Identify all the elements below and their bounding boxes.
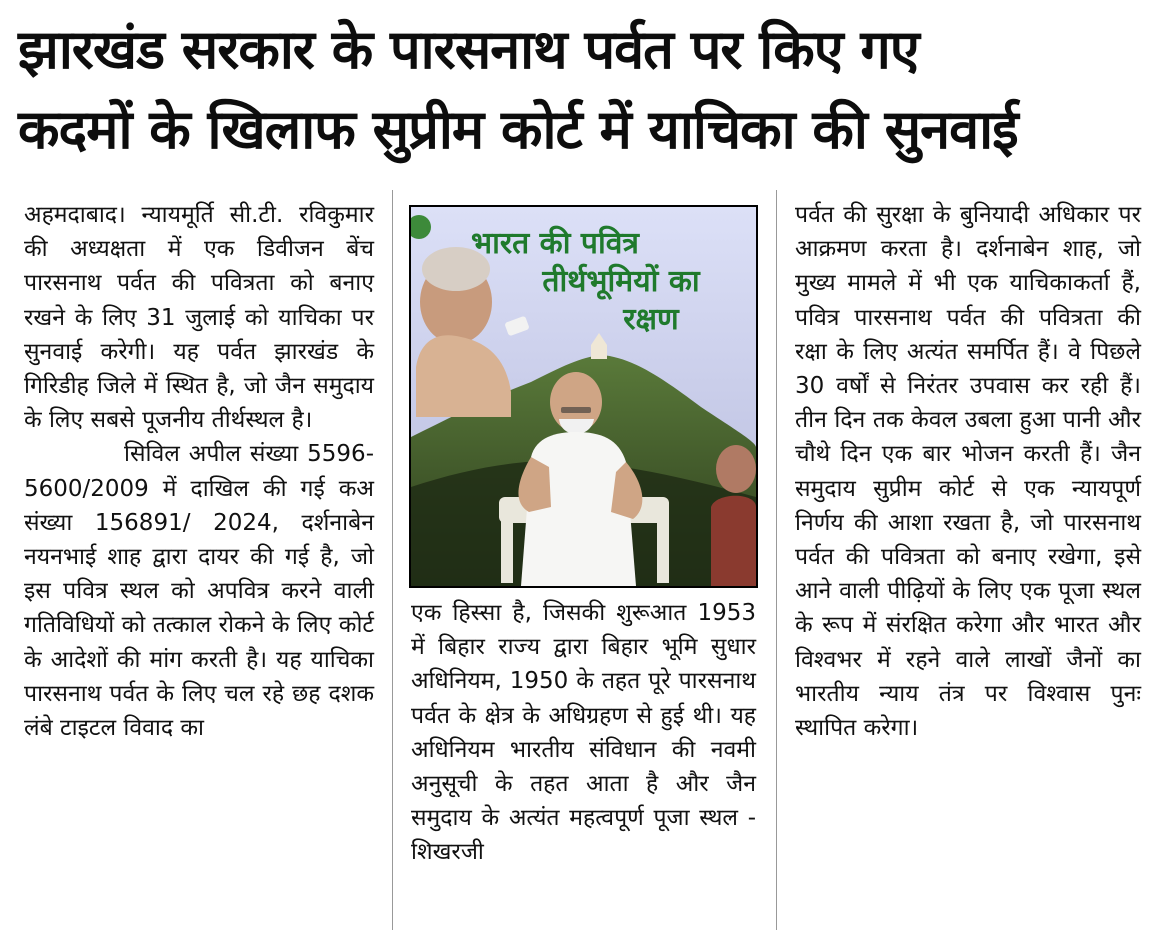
article-paragraph: सिविल अपील संख्या 5596-5600/2009 में दाखिल की गई कअ संख्या 156891/ 2024, दर्शनाबेन नयनभाई शाह द्वारा दायर की गई है, जो इस पवित्र स्थल को अपवित्र करने वाली गतिविधियों को तत्काल रोकने के लिए कोर्ट के आदेशों की मांग करती है। यह याचिका पारसनाथ पर्वत के लिए चल रहे छह दशक लंबे टाइटल विवाद का [24, 441, 374, 742]
banner-line-3: रक्षण [623, 302, 679, 337]
article-paragraph: पर्वत की सुरक्षा के बुनियादी अधिकार पर आक्रमण करता है। दर्शनाबेन शाह, जो मुख्य मामले में भी एक याचिकाकर्ता हैं, पवित्र पारसनाथ पर्वत की पवित्रता की रक्षा के लिए अत्यंत समर्पित हैं। वे पिछले 30 वर्षों से निरंतर उपवास कर रही हैं। तीन दिन तक केवल उबला हुआ पानी और चौथे दिन एक बार भोजन करती हैं। जैन समुदाय सुप्रीम कोर्ट से एक न्यायपूर्ण निर्णय की आशा रखता है, जो पारसनाथ पर्वत की पवित्रता को बनाए रखेगा, इसे आने वाली पीढ़ियों के लिए एक पूजा स्थल के रूप में संरक्षित करेगा और भारत और विश्वभर में रहने वाले लाखों जैनों का भारतीय न्याय तंत्र पर विश्वास पुनः स्थापित करेगा। [795, 202, 1141, 742]
headline [18, 10, 1146, 170]
column-divider [392, 190, 393, 930]
article-column-2 [411, 596, 756, 870]
news-photo [409, 205, 758, 588]
article-paragraph: एक हिस्सा है, जिसकी शुरूआत 1953 में बिहार राज्य द्वारा बिहार भूमि सुधार अधिनियम, 1950 के तहत पूरे पारसनाथ पर्वत के क्षेत्र के अधिग्रहण से हुई थी। यह अधिनियम भारतीय संविधान की नवमी अनुसूची के तहत आता है और जैन समुदाय के अत्यंत महत्वपूर्ण पूजा स्थल - शिखरजी [411, 600, 756, 866]
banner-line-2: तीर्थभूमियों का [542, 264, 700, 299]
banner-line-1: भारत की पवित्र [471, 226, 639, 261]
column-divider [776, 190, 777, 930]
headline-line-1: झारखंड सरकार के पारसनाथ पर्वत पर किए गए [18, 18, 919, 81]
photo-banner-text [441, 225, 741, 339]
article-column-3 [795, 198, 1141, 745]
article-paragraph: अहमदाबाद। न्यायमूर्ति सी.टी. रविकुमार की अध्यक्षता में एक डिवीजन बेंच पारसनाथ पर्वत की पवित्रता को बनाए रखने के लिए 31 जुलाई को याचिका पर सुनवाई करेगी। यह पर्वत झारखंड के गिरिडीह जिले में स्थित है, जो जैन समुदाय के लिए सबसे पूजनीय तीर्थस्थल है। [24, 202, 374, 434]
article-column-1 [24, 198, 374, 745]
headline-line-2: कदमों के खिलाफ सुप्रीम कोर्ट में याचिका की सुनवाई [18, 98, 1018, 161]
